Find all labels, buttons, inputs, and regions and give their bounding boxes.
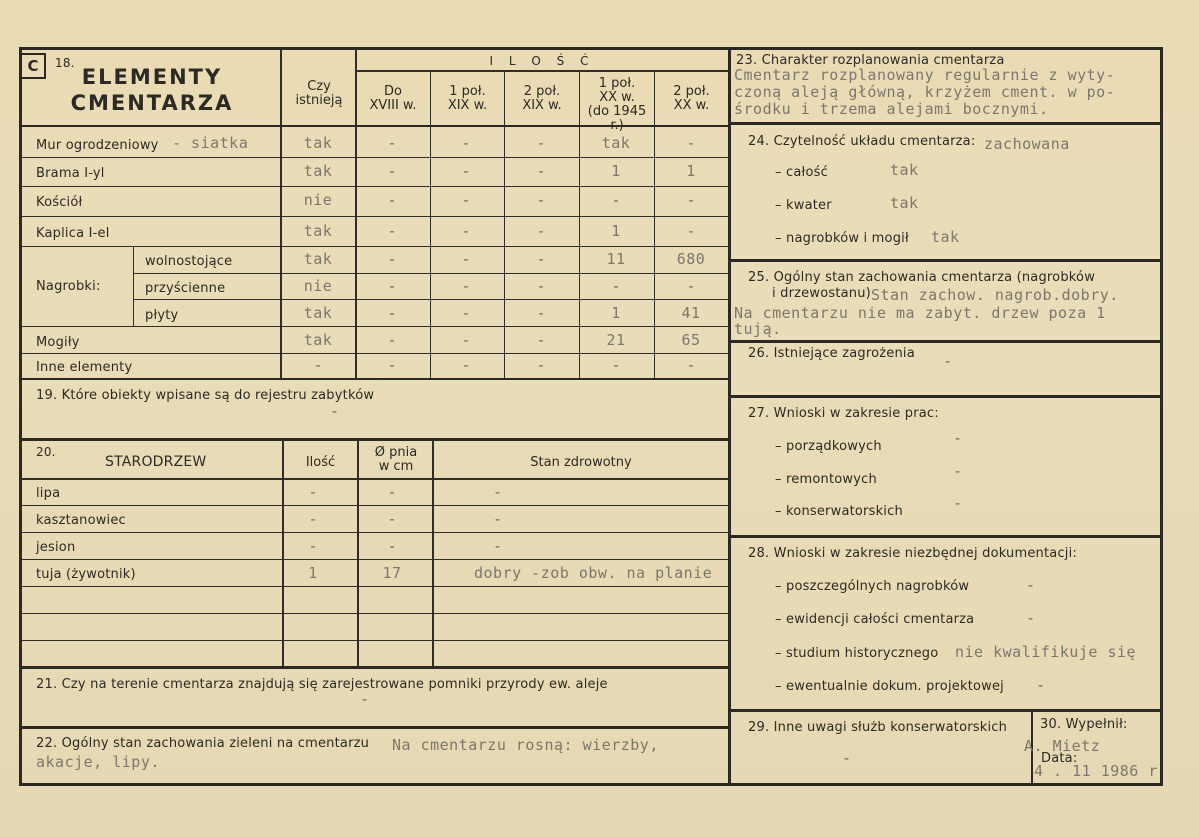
section24-calosc-label: – całość [775,165,828,180]
element-row-label: wolnostojące [145,254,233,269]
section22-value-line1: Na cmentarzu rosną: wierzby, [392,736,659,754]
element-row-cell: - [536,250,546,268]
work-item-value: - [953,494,963,512]
col-stan: Stan zdrowotny [530,455,632,470]
element-row-cell: - [461,356,471,374]
section28-label: 28. Wnioski w zakresie niezbędnej dokumentacji: [748,546,1078,561]
element-row-cell: nie [303,191,333,209]
element-row-label: Mogiły [36,335,80,350]
frame-bottom-left [19,783,729,786]
doc-item-label: – studium historycznego [775,646,939,661]
section24-calosc-value: tak [890,161,919,179]
element-row-label: Inne elementy [36,360,133,375]
element-row-cell: - [686,191,696,209]
element-row-cell: - [387,304,397,322]
doc-item-label: – poszczególnych nagrobków [775,579,970,594]
section25-value2: Na cmentarzu nie ma zabyt. drzew poza 1 [734,304,1106,322]
element-row-cell: 680 [676,250,706,268]
work-item-value: - [953,462,963,480]
nagrobki-label: Nagrobki: [36,279,101,294]
element-row-cell: - [686,277,696,295]
section25-label2: i drzewostanu) [772,286,871,301]
tree-row-ilosc: 1 [308,564,318,582]
section30-name: A. Mietz [1024,737,1101,755]
element-row-label: Brama I-yl [36,166,105,181]
element-row-cell: - [536,191,546,209]
element-row-cell: tak [303,134,333,152]
element-row-cell: - [611,277,621,295]
section30-date: 4 . 11 1986 r [1034,762,1158,780]
element-row-cell: 21 [606,331,626,349]
section18-number: 18. [55,56,75,70]
element-row-cell: - [387,134,397,152]
element-row-label: przyścienne [145,281,226,296]
element-row-cell: - [686,134,696,152]
tree-row-pnia: - [387,483,397,501]
section24-kwater-label: – kwater [775,198,832,213]
section21-label: 21. Czy na terenie cmentarza znajdują się zarejestrowane pomniki przyrody ew. aleje [36,677,608,692]
element-row-cell: - [387,191,397,209]
col-1pol-xix: 1 poł. XIX w. [447,84,488,113]
tree-row-ilosc: - [308,510,318,528]
element-row-cell: - [387,222,397,240]
col-do-xviii: Do XVIII w. [369,84,417,113]
element-row-cell: - [387,277,397,295]
doc-item-label: – ewidencji całości cmentarza [775,612,975,627]
tree-row-name: lipa [36,486,61,501]
tree-row-stan: - [493,510,503,528]
section18-title [62,64,242,116]
section27-label: 27. Wnioski w zakresie prac: [748,406,939,421]
tree-row-stan: dobry -zob obw. na planie [474,564,713,582]
element-row-cell: tak [303,250,333,268]
col-pnia: Ø pnia w cm [374,445,418,474]
element-row-label: płyty [145,308,179,323]
element-row-cell: tak [303,222,333,240]
tree-row-ilosc: - [308,483,318,501]
element-row-cell: - [461,250,471,268]
section29-label: 29. Inne uwagi służb konserwatorskich [748,720,1008,735]
col-ilosc-trees: Ilość [305,455,336,470]
doc-item-value: - [1036,676,1046,694]
tree-row-stan: - [493,537,503,555]
section30-data-label: Data: [1041,751,1078,766]
element-row-cell: 1 [611,222,621,240]
element-row-cell: 11 [606,250,626,268]
section24-value: zachowana [984,135,1070,153]
element-row-cell: - [536,222,546,240]
work-item-label: – remontowych [775,472,877,487]
element-row-cell: nie [303,277,333,295]
section24-nagrobkow-value: tak [931,228,960,246]
col-ilosc: I L O Ś Ć [489,54,595,68]
element-row-cell: - [461,222,471,240]
element-row-cell: - [536,134,546,152]
element-row-cell: - [686,222,696,240]
section24-kwater-value: tak [890,194,919,212]
section26-label: 26. Istniejące zagrożenia [748,346,915,361]
element-row-label: Kościół [36,195,83,210]
element-row-cell: - [387,331,397,349]
element-row-cell: - [387,250,397,268]
element-row-cell: 1 [611,304,621,322]
element-row-cell: - [536,356,546,374]
section21-value: - [360,690,370,708]
frame-top [19,47,1163,50]
element-row-cell: 1 [686,162,696,180]
section29-value: - [842,749,852,767]
element-row-cell: - [461,277,471,295]
doc-item-label: – ewentualnie dokum. projektowej [775,679,1004,694]
col-2pol-xx: 2 poł. XX w. [673,84,710,113]
section20-title: STARODRZEW [105,454,207,470]
element-row-cell: - [536,162,546,180]
tree-row-ilosc: - [308,537,318,555]
element-row-cell: - [611,191,621,209]
element-row-cell: - [461,191,471,209]
element-row-note: - siatka [172,134,249,152]
section24-nagrobkow-label: – nagrobków i mogił [775,231,909,246]
section25-label1: 25. Ogólny stan zachowania cmentarza (nagrobków [748,270,1096,285]
section24-label: 24. Czytelność układu cmentarza: [748,134,976,149]
element-row-cell: - [536,304,546,322]
element-row-cell: - [611,356,621,374]
section23-line1: Cmentarz rozplanowany regularnie z wyty- [734,66,1116,84]
section-mark: C [20,53,46,79]
element-row-cell: tak [601,134,631,152]
element-row-cell: 1 [611,162,621,180]
section22-label: 22. Ogólny stan zachowania zieleni na cmentarzu [36,736,370,751]
element-row-cell: - [461,162,471,180]
section25-value3: tują. [734,320,782,338]
tree-row-name: jesion [36,540,76,555]
tree-row-pnia: - [387,537,397,555]
tree-row-stan: - [493,483,503,501]
element-row-cell: - [536,277,546,295]
doc-item-value: - [1026,576,1036,594]
frame-right [1160,47,1163,785]
element-row-cell: - [461,304,471,322]
section18-title-line1: ELEMENTY [81,65,223,89]
col-czy-istnieja: Czy istnieją [295,79,343,108]
doc-item-value: nie kwalifikuje się [955,643,1137,661]
doc-item-value: - [1026,609,1036,627]
section23-label: 23. Charakter rozplanowania cmentarza [736,53,1005,68]
tree-row-name: tuja (żywotnik) [36,567,136,582]
element-row-cell: - [686,356,696,374]
section30-label: 30. Wypełnił: [1040,717,1128,732]
work-item-value: - [953,429,963,447]
section19-label: 19. Które obiekty wpisane są do rejestru zabytków [36,388,375,403]
element-row-cell: - [387,356,397,374]
section23-line3: środku i trzema alejami bocznymi. [734,100,1049,118]
section22-value-line2: akacje, lipy. [36,753,160,771]
tree-row-pnia: 17 [382,564,402,582]
element-row-label: Mur ogrodzeniowy [36,138,159,153]
element-row-label: Kaplica I-el [36,226,110,241]
element-row-cell: - [461,331,471,349]
col-1pol-xx: 1 poł. XX w. (do 1945 r.) [587,76,647,133]
element-row-cell: tak [303,331,333,349]
element-row-cell: - [461,134,471,152]
frame-bottom-right [729,783,1163,786]
section20-number: 20. [36,445,56,459]
section23-line2: czoną aleją główną, krzyżem cment. w po- [734,83,1116,101]
element-row-cell: - [387,162,397,180]
tree-row-pnia: - [387,510,397,528]
work-item-label: – konserwatorskich [775,504,903,519]
element-row-cell: 41 [681,304,701,322]
section18-title-line2: CMENTARZA [70,91,234,115]
element-row-cell: tak [303,304,333,322]
element-row-cell: 65 [681,331,701,349]
col-2pol-xix: 2 poł. XIX w. [522,84,562,113]
section19-value: - [330,402,340,420]
element-row-cell: tak [303,162,333,180]
work-item-label: – porządkowych [775,439,882,454]
tree-row-name: kasztanowiec [36,513,126,528]
section26-value: - [943,352,953,370]
element-row-cell: - [536,331,546,349]
element-row-cell: - [313,356,323,374]
section25-value1: Stan zachow. nagrob.dobry. [871,286,1119,304]
